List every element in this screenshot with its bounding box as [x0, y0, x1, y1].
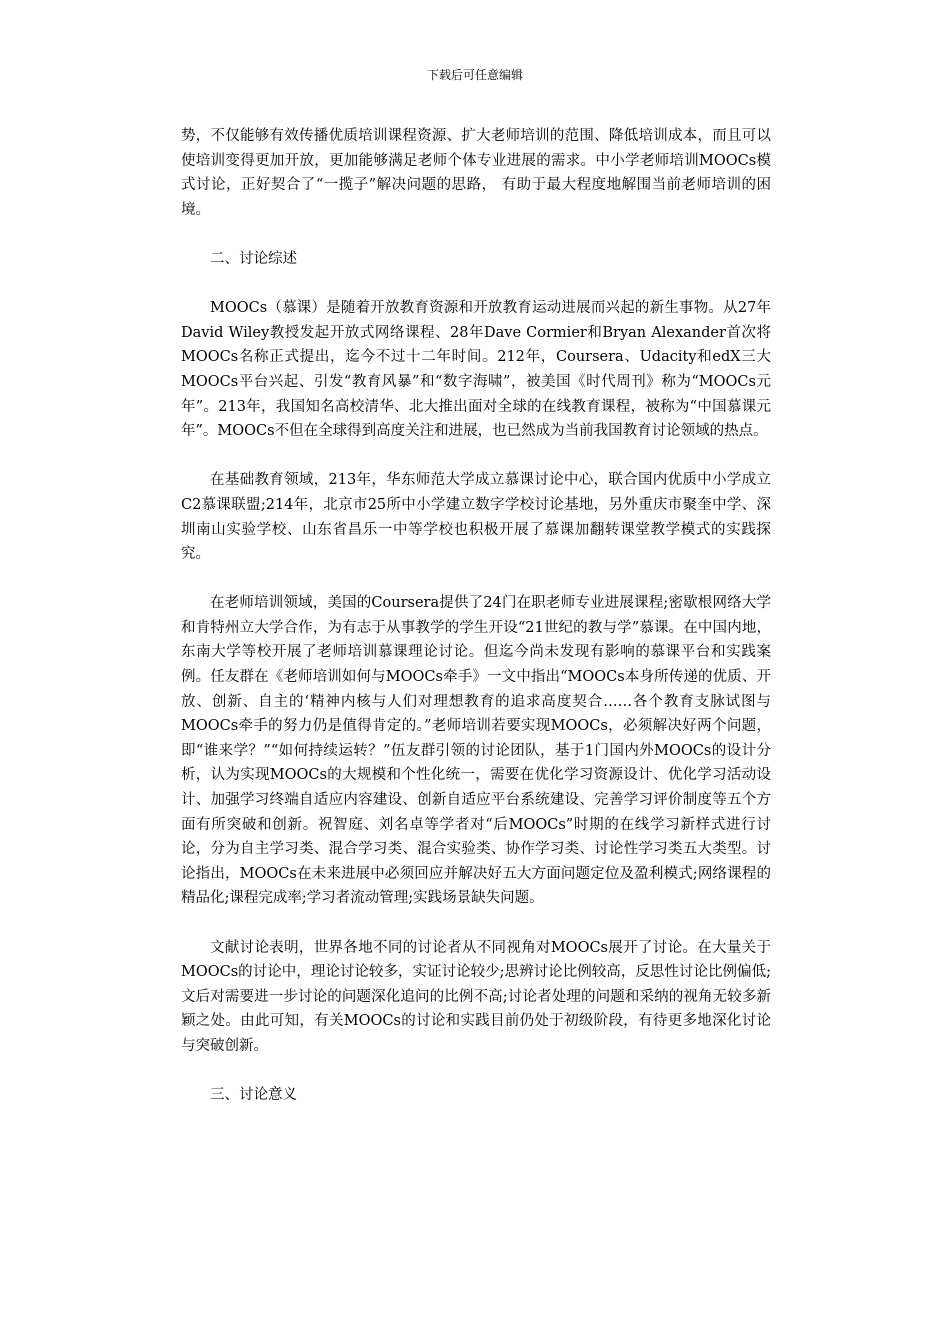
document-body — [181, 124, 771, 1132]
page-header: 下载后可任意编辑 — [426, 68, 523, 82]
paragraph-literature-summary: 文献讨论表明，世界各地不同的讨论者从不同视角对MOOCs展开了讨论。在大量关于MOOCs的讨论中，理论讨论较多，实证讨论较少;思辨讨论比例较高，反思性讨论比例偏低;文后对需要进一步讨论的问题深化追问的比例不高;讨论者处理的问题和采纳的视角无较多新颖之处。由此可知，有关MOOCs的讨论和实践目前仍处于初级阶段，有待更多地深化讨论与突破创新。 — [181, 939, 771, 1054]
section-heading-research-significance: 三、讨论意义 — [210, 1087, 297, 1104]
paragraph-teacher-training: 在老师培训领域，美国的Coursera提供了24门在职老师专业进展课程;密歇根网络大学和肯特州立大学合作，为有志于从事教学的学生开设“21世纪的教与学”慕课。在中国内地，东南大学等校开展了老师培训慕课理论讨论。但迄今尚未发现有影响的慕课平台和实践案例。任友群在《老师培训如何与MOOCs牵手》一文中指出“MOOCs本身所传递的优质、开放、创新、自主的‘精神内核与人们对理想教育的追求高度契合……各个教育支脉试图与MOOCs牵手的努力仍是值得肯定的。”老师培训若要实现MOOCs，必须解决好两个问题，即“谁来学？”“如何持续运转？”伍友群引领的讨论团队，基于1门国内外MOOCs的设计分析，认为实现MOOCs的大规模和个性化统一，需要在优化学习资源设计、优化学习活动设计、加强学习终端自适应内容建设、创新自适应平台系统建设、完善学习评价制度等五个方面有所突破和创新。祝智庭、刘名卓等学者对“后MOOCs”时期的在线学习新样式进行讨论，分为自主学习类、混合学习类、混合实验类、协作学习类、讨论性学习类五大类型。讨论指出，MOOCs在未来进展中必须回应并解决好五大方面问题定位及盈利模式;网络课程的精品化;课程完成率;学习者流动管理;实践场景缺失问题。 — [181, 595, 771, 907]
paragraph-intro: 势，不仅能够有效传播优质培训课程资源、扩大老师培训的范围、降低培训成本，而且可以使培训变得更加开放，更加能够满足老师个体专业进展的需求。中小学老师培训MOOCs模式讨论，正好契合了“一揽子”解决问题的思路， 有助于最大程度地解围当前老师培训的困境。 — [181, 128, 771, 218]
paragraph-moocs-history: MOOCs（慕课）是随着开放教育资源和开放教育运动进展而兴起的新生事物。从27年David Wiley教授发起开放式网络课程、28年Dave Cormier和Bryan Alexander首次将MOOCs名称正式提出，迄今不过十二年时间。212年，Coursera、Udacity和edX三大MOOCs平台兴起、引发“教育风暴”和“数字海啸”，被美国《时代周刊》称为“MOOCs元年”。213年，我国知名高校清华、北大推出面对全球的在线教育课程，被称为“中国慕课元年”。MOOCs不但在全球得到高度关注和进展，也已然成为当前我国教育讨论领域的热点。 — [181, 300, 771, 440]
section-heading-research-review: 二、讨论综述 — [210, 250, 297, 267]
paragraph-basic-education: 在基础教育领域，213年，华东师范大学成立慕课讨论中心，联合国内优质中小学成立C2慕课联盟;214年，北京市25所中小学建立数字学校讨论基地，另外重庆市聚奎中学、深圳南山实验学校、山东省昌乐一中等学校也积极开展了慕课加翻转课堂教学模式的实践探究。 — [181, 472, 771, 563]
